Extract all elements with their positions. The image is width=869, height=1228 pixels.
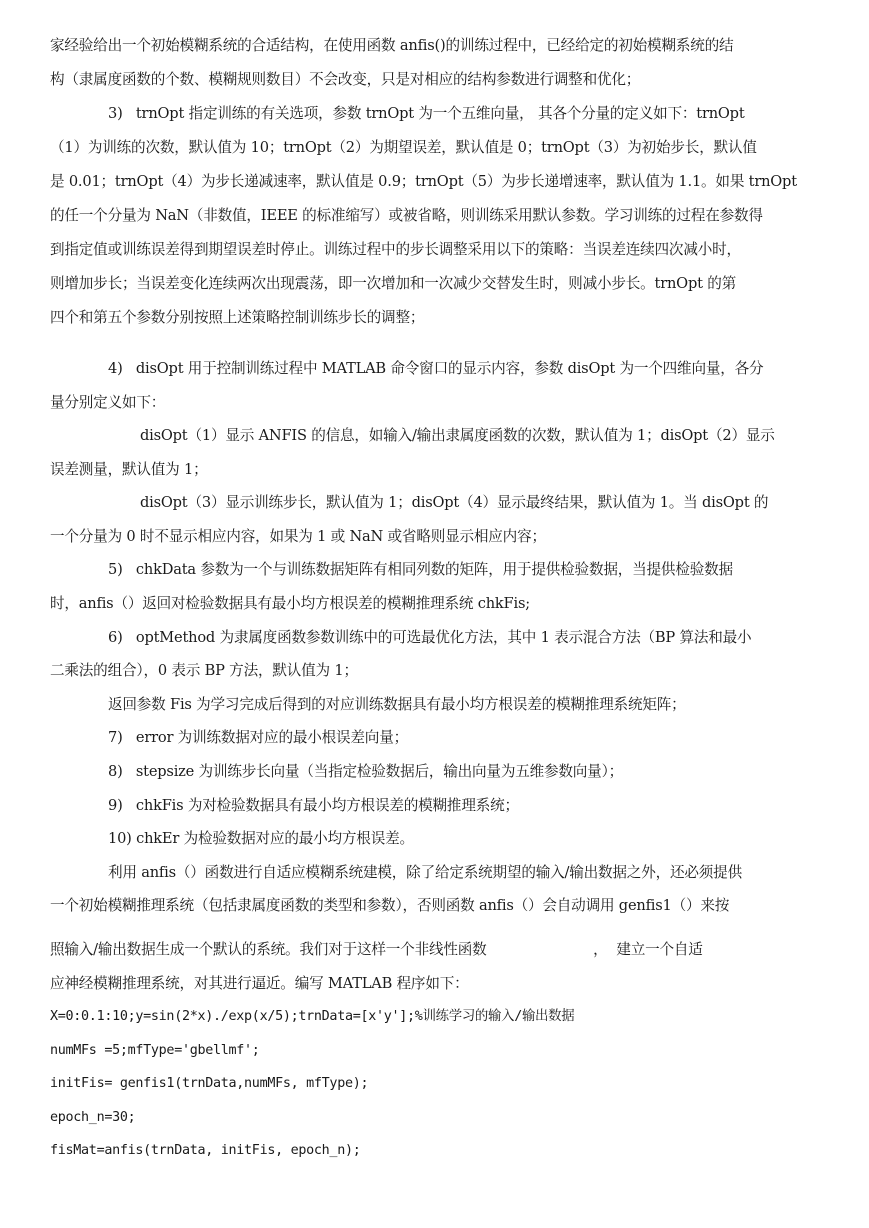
text-line: 的任一个分量为 NaN（非数值，IEEE 的标准缩写）或被省略，则训练采用默认参数。学习训练的过程在参数得 (50, 207, 763, 224)
text-line: 时，anfis（）返回对检验数据具有最小均方根误差的模糊推理系统 chkFis; (50, 595, 530, 612)
text-line: 9) chkFis 为对检验数据具有最小均方根误差的模糊推理系统； (108, 797, 519, 814)
code-line: X=0:0.1:10;y=sin(2*x)./exp(x/5);trnData=[x'y'];%训练学习的输入/输出数据 (50, 1009, 575, 1024)
text-line: 则增加步长；当误差变化连续两次出现震荡，即一次增加和一次减少交替发生时，则减小步长。trnOpt 的第 (50, 275, 736, 292)
code-line: initFis= genfis1(trnData,numMFs, mfType); (50, 1076, 369, 1091)
text-line: disOpt（1）显示 ANFIS 的信息，如输入/输出隶属度函数的次数，默认值为 1；disOpt（2）显示 (140, 427, 775, 444)
text-line: 家经验给出一个初始模糊系统的合适结构，在使用函数 anfis()的训练过程中，已经给定的初始模糊系统的结 (50, 37, 734, 54)
text-line: 4) disOpt 用于控制训练过程中 MATLAB 命令窗口的显示内容，参数 disOpt 为一个四维向量，各分 (108, 360, 764, 377)
code-line: fisMat=anfis(trnData, initFis, epoch_n); (50, 1143, 361, 1158)
code-line: numMFs =5;mfType='gbellmf'; (50, 1043, 260, 1058)
text-line: 7) error 为训练数据对应的最小根误差向量； (108, 729, 408, 746)
text-line: 利用 anfis（）函数进行自适应模糊系统建模，除了给定系统期望的输入/输出数据之外，还必须提供 (108, 864, 742, 881)
text-line: 是 0.01；trnOpt（4）为步长递减速率，默认值是 0.9；trnOpt（5）为步长递增速率，默认值为 1.1。如果 trnOpt (50, 173, 797, 190)
text-line: 误差测量，默认值为 1； (50, 461, 208, 478)
text-line: 返回参数 Fis 为学习完成后得到的对应训练数据具有最小均方根误差的模糊推理系统矩阵； (108, 696, 686, 713)
text-line: 二乘法的组合），0 表示 BP 方法，默认值为 1； (50, 662, 358, 679)
text-line: 四个和第五个参数分别按照上述策略控制训练步长的调整； (50, 309, 425, 326)
text-line: 一个初始模糊推理系统（包括隶属度函数的类型和参数），否则函数 anfis（）会自动调用 genfis1（）来按 (50, 897, 730, 914)
text-line: 8) stepsize 为训练步长向量（当指定检验数据后，输出向量为五维参数向量）； (108, 763, 624, 780)
text-line: disOpt（3）显示训练步长，默认值为 1；disOpt（4）显示最终结果，默认值为 1。当 disOpt 的 (140, 494, 769, 511)
text-line: 照输入/输出数据生成一个默认的系统。我们对于这样一个非线性函数 ， 建立一个自适 (50, 941, 703, 958)
text-line: 6) optMethod 为隶属度函数参数训练中的可选最优化方法，其中 1 表示混合方法（BP 算法和最小 (108, 629, 752, 646)
text-line: 一个分量为 0 时不显示相应内容，如果为 1 或 NaN 或省略则显示相应内容； (50, 528, 546, 545)
text-line: 到指定值或训练误差得到期望误差时停止。训练过程中的步长调整采用以下的策略：当误差连续四次减小时， (50, 241, 741, 258)
text-line: 应神经模糊推理系统，对其进行逼近。编写 MATLAB 程序如下： (50, 975, 469, 992)
code-line: epoch_n=30; (50, 1110, 136, 1125)
text-line: 量分别定义如下： (50, 394, 166, 411)
text-line: 3) trnOpt 指定训练的有关选项，参数 trnOpt 为一个五维向量， 其各个分量的定义如下：trnOpt (108, 105, 745, 122)
text-line: 5) chkData 参数为一个与训练数据矩阵有相同列数的矩阵，用于提供检验数据，当提供检验数据 (108, 561, 733, 578)
text-line: 构（隶属度函数的个数、模糊规则数目）不会改变，只是对相应的结构参数进行调整和优化； (50, 71, 641, 88)
text-line: （1）为训练的次数，默认值为 10；trnOpt（2）为期望误差，默认值是 0；trnOpt（3）为初始步长，默认值 (50, 139, 757, 156)
text-line: 10) chkEr 为检验数据对应的最小均方根误差。 (108, 830, 414, 847)
